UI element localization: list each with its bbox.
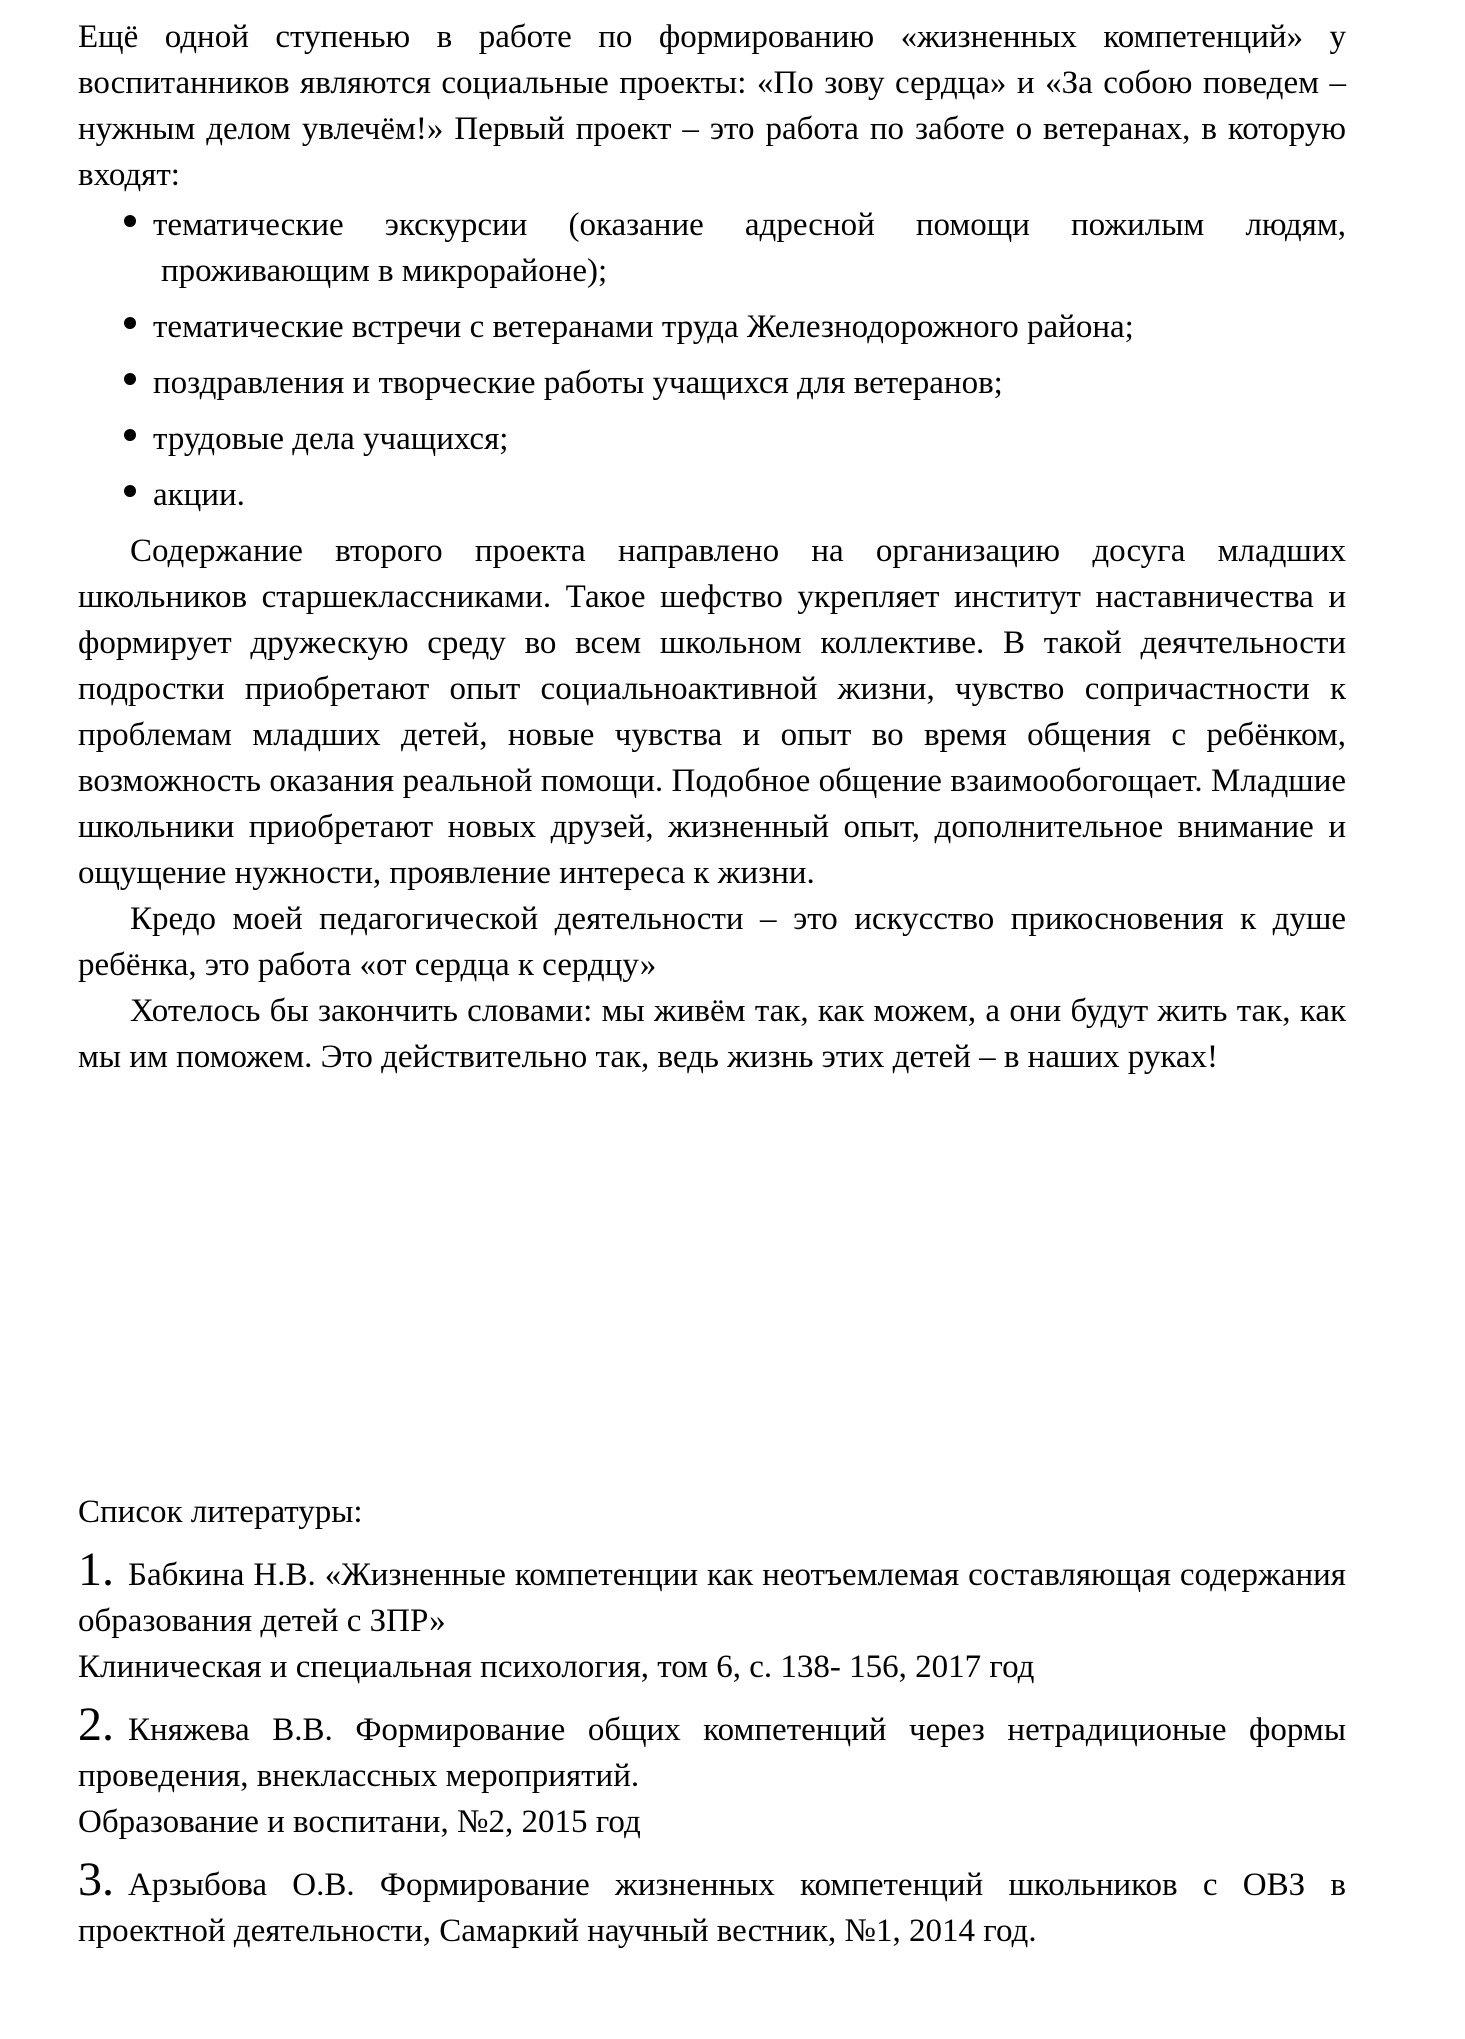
bullet-icon [124, 317, 136, 329]
bullet-item-text: поздравления и творческие работы учащихся для ветеранов; [153, 365, 1003, 401]
bullet-item [78, 360, 1346, 406]
bullet-icon [124, 373, 136, 385]
bullet-item [78, 472, 1346, 518]
intro-paragraph: Ещё одной ступенью в работе по формированию «жизненных компетенций» у воспитанников являются социальные проекты: «По зову сердца» и «За собою поведем – нужным делом увлечём!» Первый проект – это работа по заботе о ветеранах, в которую входят: [78, 19, 1346, 193]
bullet-item-text: тематические встречи с ветеранами труда Железнодорожного района; [153, 309, 1134, 345]
bullet-icon [124, 215, 136, 227]
bullet-icon [124, 429, 136, 441]
bullet-item-text: трудовые дела учащихся; [153, 421, 509, 457]
reference-number: 1. [78, 1543, 114, 1596]
bullet-item [78, 416, 1346, 462]
reference-title-line [78, 1853, 1346, 1954]
reference-number: 2. [78, 1698, 114, 1751]
blank-space [78, 1080, 1346, 1489]
reference-source: Клиническая и специальная психология, том 6, с. 138- 156, 2017 год [78, 1649, 1035, 1685]
body-paragraph: Содержание второго проекта направлено на организацию досуга младших школьников старшеклассниками. Такое шефство укрепляет институт наставничества и формирует дружескую среду во всем школьном коллективе. В такой деячтельности подростки приобретают опыт социальноактивной жизни, чувство сопричастности к проблемам младших детей, новые чувства и опыт во время общения с ребёнком, возможность оказания реальной помощи. Подобное общение взаимообогощает. Младшие школьники приобретают новых друзей, жизненный опыт, дополнительное внимание и ощущение нужности, проявление интереса к жизни. [78, 533, 1346, 891]
bullet-item-text: тематические экскурсии (оказание адресной помощи пожилым людям, проживающим в микрорайоне); [153, 207, 1346, 289]
body-paragraph: Кредо моей педагогической деятельности – это искусство прикосновения к душе ребёнка, это работа «от сердца к сердцу» [78, 901, 1346, 983]
body-paragraph: Хотелось бы закончить словами: мы живём так, как можем, а они будут жить так, как мы им поможем. Это действительно так, ведь жизнь этих детей – в наших руках! [78, 993, 1346, 1075]
reference-number: 3. [78, 1853, 114, 1906]
bullet-icon [124, 485, 136, 497]
reference-title: Княжева В.В. Формирование общих компетенций через нетрадиционые формы проведения, внеклассных мероприятий. [78, 1712, 1346, 1794]
reference-item [78, 1853, 1346, 1954]
reference-source: Образование и воспитани, №2, 2015 год [78, 1804, 641, 1840]
reference-item [78, 1698, 1346, 1845]
reference-item [78, 1543, 1346, 1690]
reference-title-line [78, 1543, 1346, 1644]
bullet-item-text: акции. [153, 477, 245, 513]
bibliography-heading: Список литературы: [78, 1494, 363, 1530]
reference-title: Арзыбова О.В. Формирование жизненных компетенций школьников с ОВЗ в проектной деятельности, Самаркий научный вестник, №1, 2014 год. [78, 1867, 1346, 1949]
reference-title: Бабкина Н.В. «Жизненные компетенции как неотъемлемая составляющая содержания образования детей с ЗПР» [78, 1557, 1346, 1639]
bullet-list [78, 202, 1346, 518]
reference-title-line [78, 1698, 1346, 1799]
bullet-item [78, 202, 1346, 294]
bullet-item [78, 304, 1346, 350]
